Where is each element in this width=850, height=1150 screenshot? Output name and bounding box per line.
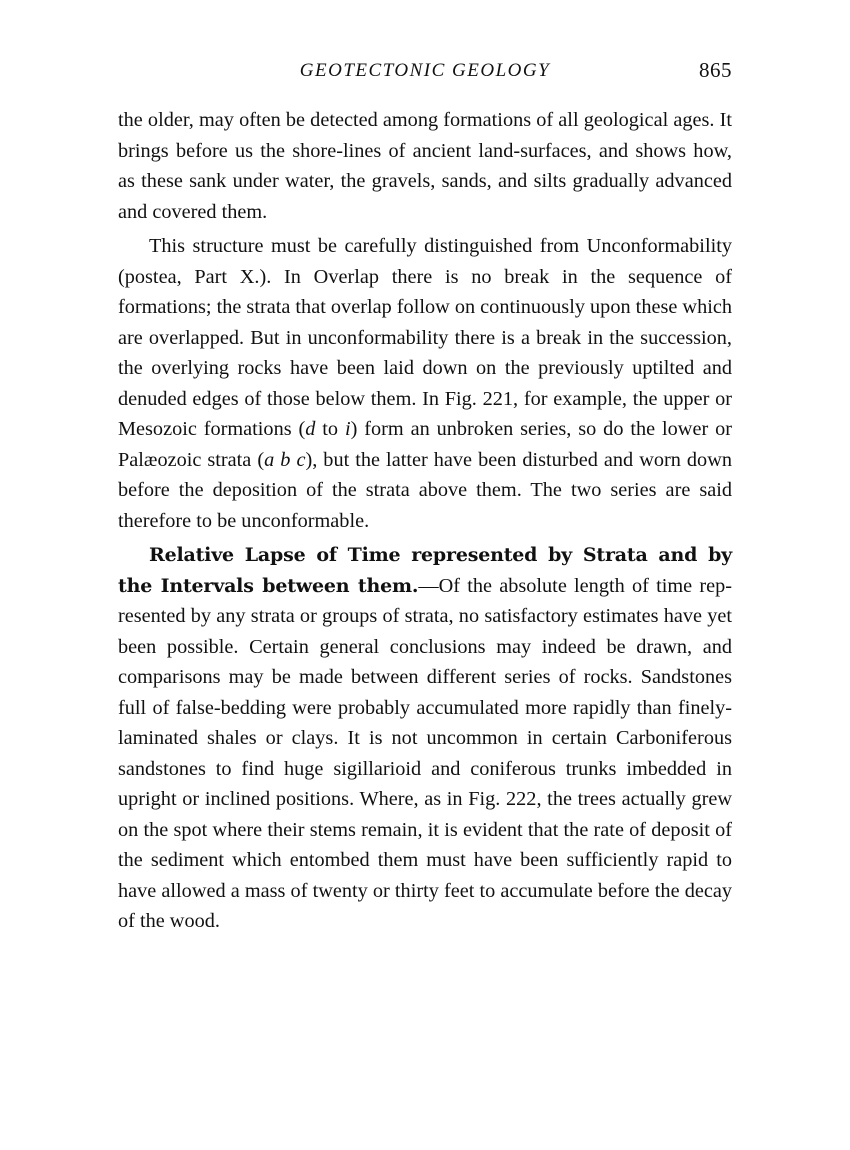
italic-letter: d [305, 418, 316, 440]
paragraph-text: ) form an unbroken series, so do the lower or Palæozoic strata ( [118, 418, 732, 471]
paragraph-overlap-continued: the older, may often be detected among formations of all geological ages. It brings before us the shore-lines of ancient land-surfaces, and shows how, as these sank under water, the gravels, sands, and silts gradually advanced and covered them. [118, 109, 732, 223]
running-head [118, 58, 732, 92]
page-number: 865 [699, 58, 732, 82]
paragraph-text: to [315, 418, 345, 440]
paragraph-lapse-of-time [118, 540, 732, 937]
italic-letter: i [344, 418, 351, 440]
paragraph-text: ), but the latter have been disturbed and worn down before the deposition of the strata above them. The two series are said therefore to be unconformable. [118, 448, 732, 532]
paragraph-text: —Of the absolute length of time represented by any strata or groups of strata, no satisfactory estimates have yet been possible. Certain general conclusions may indeed be drawn, and comparisons may be made between different series of rocks. Sandstones full of false-bedding were probably accumulated more rapidly than finely-laminated shales or clays. It is not uncommon in certain Carboniferous sandstones to find huge sigillarioid and coniferous trunks imbedded in upright or inclined positions. Where, as in Fig. 222, the trees actually grew on the spot where their stems remain, it is evident that the rate of deposit of the sediment which entombed them must have been sufficiently rapid to have allowed a mass of twenty or thirty feet to accumulate before the decay of the wood. [118, 574, 733, 932]
book-page [118, 58, 732, 937]
paragraph-unconformability [118, 231, 732, 536]
italic-letters: a b c [264, 448, 306, 471]
running-title: GEOTECTONIC GEOLOGY [299, 60, 551, 81]
paragraph-text: This structure must be carefully distinguished from Unconformability (postea, Part X.). In Overlap there is no break in the sequence of formations; the strata that overlap follow on continuously upon these which are overlapped. But in unconformability there is a break in the succession, the overlying rocks have been laid down on the previously uptilted and denuded edges of those below them. In Fig. 221, for example, the upper or Mesozoic formations ( [118, 235, 732, 440]
body-text [118, 105, 732, 937]
section-heading: Relative Lapse of Time represented by Strata and by the Intervals between them. [118, 544, 732, 597]
